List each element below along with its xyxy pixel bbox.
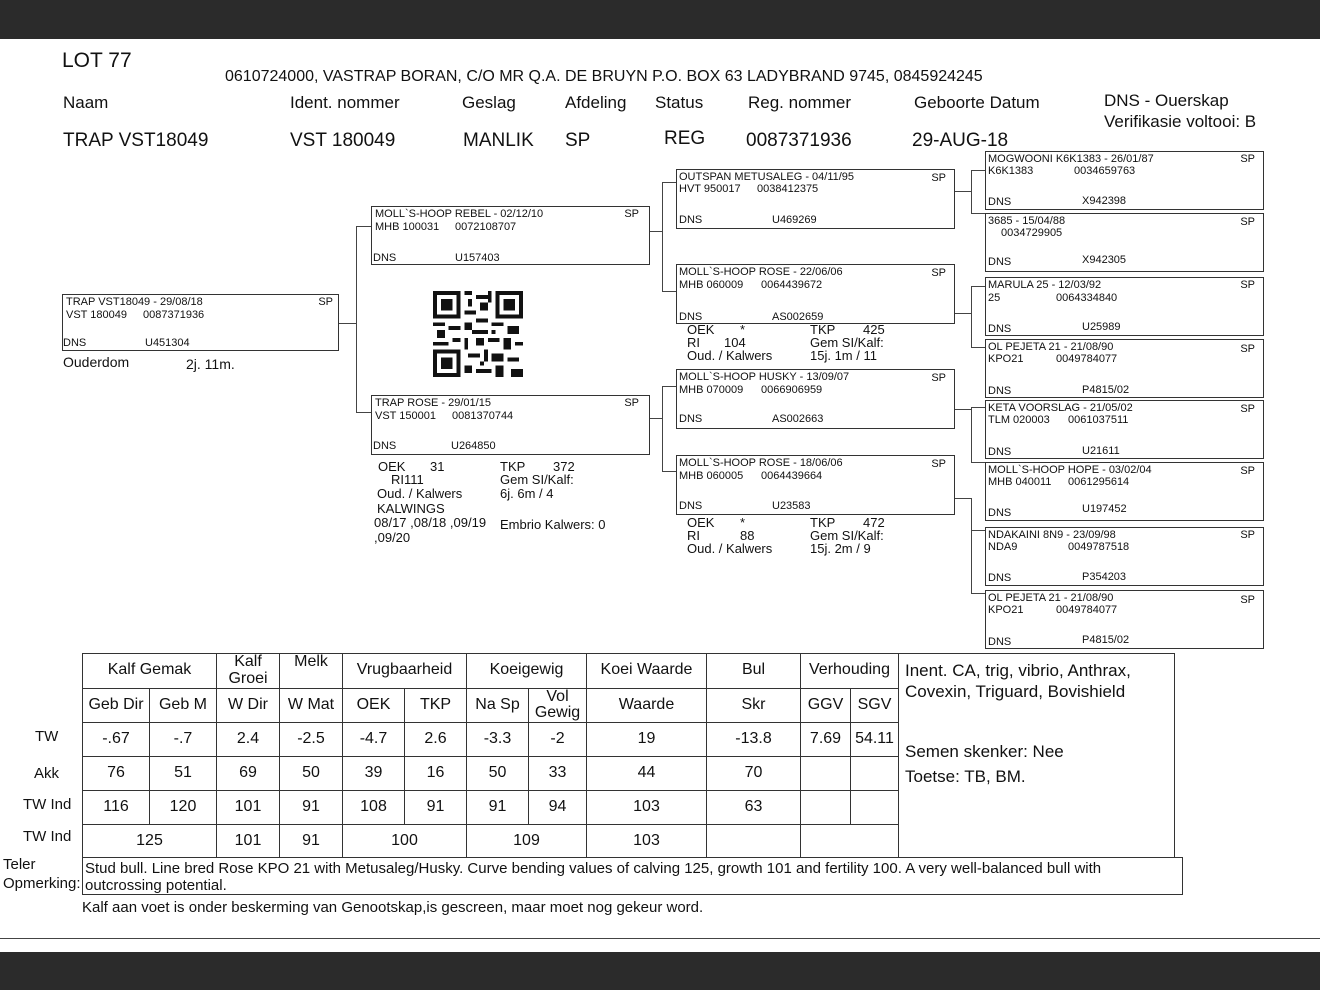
table-cell: 108 — [343, 791, 405, 825]
table-cell: 91 — [467, 791, 529, 825]
pedigree-field: MARULA 25 - 12/03/92 — [988, 279, 1102, 291]
gp4-tkp-label: TKP — [810, 515, 836, 530]
table-cell: Geb M — [150, 688, 217, 723]
table-cell: 2.4 — [217, 723, 280, 757]
table-cell: 44 — [587, 757, 707, 791]
dam-box — [371, 395, 650, 455]
gp2-ri-label: RI — [687, 335, 700, 350]
gp2-tkp-label: TKP — [810, 322, 836, 337]
table-cell: TKP — [405, 688, 467, 723]
table-cell: 33 — [529, 757, 587, 791]
connector-line — [649, 418, 662, 419]
pedigree-field: P354203 — [1082, 571, 1127, 583]
pedigree-field: MHB 040011 — [988, 476, 1052, 488]
pedigree-field: MOLL`S-HOOP ROSE - 18/06/06 — [679, 457, 843, 469]
table-cell: Skr — [707, 688, 801, 723]
sire-box — [371, 206, 650, 265]
table-cell: 2.6 — [405, 723, 467, 757]
table-cell: 101 — [217, 825, 280, 859]
remarks-label-opmerking: Opmerking: — [3, 875, 81, 892]
table-cell: SGV — [851, 688, 899, 723]
connector-line — [356, 412, 371, 413]
pedigree-field: U469269 — [772, 214, 817, 226]
connector-line — [356, 226, 357, 412]
table-cell: 91 — [280, 791, 343, 825]
table-cell: 19 — [587, 723, 707, 757]
dam-ri: 111 — [404, 472, 424, 487]
remarks-label-teler: Teler — [3, 856, 36, 873]
connector-line — [662, 386, 663, 472]
pedigree-field: U23583 — [772, 500, 811, 512]
dns-verifikasie: Verifikasie voltooi: B — [1104, 112, 1257, 131]
row-label-tw-ind: TW Ind — [23, 796, 72, 813]
bottom-bar — [0, 952, 1320, 990]
top-bar — [0, 0, 1320, 39]
label-geboorte: Geboorte Datum — [914, 93, 1040, 112]
gp4-oek: * — [740, 515, 746, 530]
pedigree-field: MHB 060009 — [679, 279, 744, 291]
table-cell: 50 — [280, 757, 343, 791]
subject-box — [62, 294, 339, 351]
age-value: 2j. 11m. — [186, 356, 235, 372]
table-cell: 103 — [587, 791, 707, 825]
pedigree-field: U197452 — [1082, 503, 1127, 515]
notes-toetse: Toetse: TB, BM. — [905, 766, 1026, 786]
pedigree-field: AS002663 — [772, 413, 824, 425]
pedigree-field: MOLL`S-HOOP HUSKY - 13/09/07 — [679, 371, 850, 383]
lot-number: LOT 77 — [62, 49, 132, 72]
table-cell: -4.7 — [343, 723, 405, 757]
table-cell: -.7 — [150, 723, 217, 757]
pedigree-field: DNS — [988, 385, 1012, 397]
table-cell: 50 — [467, 757, 529, 791]
label-afdeling: Afdeling — [565, 93, 627, 112]
qr-code-icon — [432, 291, 524, 377]
dam-reg: 0081370744 — [452, 410, 514, 422]
pedigree-field: DNS — [988, 507, 1012, 519]
seller-line: 0610724000, VASTRAP BORAN, C/O MR Q.A. DE BRUYN P.O. BOX 63 LADYBRAND 9745, 0845924245 — [225, 68, 983, 85]
group-kalf-gemak: Kalf Gemak — [83, 654, 217, 689]
connector-line — [971, 593, 985, 594]
pedigree-field: MHB 070009 — [679, 384, 744, 396]
ggp-box — [985, 527, 1264, 586]
dam-oud-label: Oud. / Kalwers — [377, 486, 463, 501]
sire-reg: 0072108707 — [455, 221, 517, 233]
dam-title: TRAP ROSE - 29/01/15 — [375, 397, 491, 409]
pedigree-field: KPO21 — [988, 353, 1024, 365]
table-cell — [801, 791, 851, 825]
gp2-oud-label: Oud. / Kalwers — [687, 348, 773, 363]
gp-box — [676, 264, 955, 324]
gp-box — [676, 455, 955, 515]
table-cell: 16 — [405, 757, 467, 791]
label-geslag: Geslag — [462, 93, 516, 112]
bottom-rule — [0, 938, 1320, 939]
group-koeigewig: Koeigewig — [467, 654, 587, 689]
group-vrugbaarheid: Vrugbaarheid — [343, 654, 467, 689]
pedigree-field: 0038412375 — [757, 183, 819, 195]
gp4-tkp: 472 — [863, 515, 885, 530]
value-afdeling: SP — [565, 130, 591, 151]
connector-line — [971, 530, 985, 531]
value-reg: 0087371936 — [746, 130, 852, 151]
pedigree-field: OL PEJETA 21 - 21/08/90 — [988, 341, 1114, 353]
group-melk: Melk — [280, 654, 343, 689]
pedigree-field: 0066906959 — [761, 384, 823, 396]
table-cell — [851, 757, 899, 791]
pedigree-field: OUTSPAN METUSALEG - 04/11/95 — [679, 171, 855, 183]
pedigree-field: SP — [1240, 279, 1255, 291]
ggp-box — [985, 590, 1264, 649]
value-geboorte: 29-AUG-18 — [912, 130, 1009, 151]
table-cell: W Dir — [217, 688, 280, 723]
table-cell — [801, 757, 851, 791]
pedigree-field: DNS — [988, 636, 1012, 648]
sire-sp: SP — [624, 208, 639, 220]
connector-line — [662, 386, 676, 387]
gp2-oek: * — [740, 322, 746, 337]
gp4-oud: 15j. 2m / 9 — [810, 541, 871, 556]
pedigree-field: DNS — [679, 500, 703, 512]
gp2-gem-label: Gem SI/Kalf: — [810, 335, 884, 350]
table-cell: -2.5 — [280, 723, 343, 757]
dam-oek: 31 — [430, 459, 445, 474]
table-cell: 91 — [405, 791, 467, 825]
connector-line — [971, 462, 985, 463]
pedigree-field: P4815/02 — [1082, 384, 1130, 396]
pedigree-field: MOLL`S-HOOP HOPE - 03/02/04 — [988, 464, 1152, 476]
dam-oek-label: OEK — [378, 459, 406, 474]
dam-kalwings-2: ,09/20 — [374, 530, 411, 545]
connector-line — [971, 407, 985, 408]
connector-line — [955, 498, 971, 499]
dam-embrio: Embrio Kalwers: 0 — [500, 517, 606, 532]
group-kalf-groei: Kalf Groei — [217, 654, 280, 689]
pedigree-field: 0064334840 — [1056, 292, 1118, 304]
table-cell: 116 — [83, 791, 150, 825]
pedigree-field: SP — [1240, 216, 1255, 228]
dam-kalwings-1: 08/17 ,08/18 ,09/19 — [374, 515, 487, 530]
table-cell: Vol Gewig — [529, 688, 587, 723]
pedigree-field: DNS — [988, 572, 1012, 584]
connector-line — [971, 498, 972, 594]
pedigree-field: OL PEJETA 21 - 21/08/90 — [988, 592, 1114, 604]
row-label-tw-ind-2: TW Ind — [23, 828, 72, 845]
ggp-box — [985, 151, 1264, 210]
subject-reg: 0087371936 — [143, 309, 205, 321]
table-cell — [707, 825, 801, 859]
notes-semen: Semen skenker: Nee — [905, 741, 1064, 761]
label-status: Status — [655, 93, 704, 112]
pedigree-field: SP — [1240, 153, 1255, 165]
sire-title: MOLL`S-HOOP REBEL - 02/12/10 — [375, 208, 544, 220]
dam-id: VST 150001 — [375, 410, 436, 422]
table-cell: -.67 — [83, 723, 150, 757]
dam-dnscode: U264850 — [451, 440, 496, 452]
notes-inent: Inent. CA, trig, vibrio, Anthrax, Covexin, Triguard, Bovishield — [905, 661, 1131, 702]
pedigree-field: 0049787518 — [1068, 541, 1130, 553]
table-cell: 103 — [587, 825, 707, 859]
table-cell: 100 — [343, 825, 467, 859]
pedigree-field: 0064439672 — [761, 279, 823, 291]
dam-gem-label: Gem SI/Kalf: — [500, 472, 574, 487]
subject-dns: DNS — [63, 337, 87, 349]
pedigree-field: HVT 950017 — [679, 183, 741, 195]
subject-dnscode: U451304 — [145, 337, 190, 349]
table-cell: 76 — [83, 757, 150, 791]
connector-line — [662, 182, 663, 292]
pedigree-field: 0034729905 — [1001, 227, 1063, 239]
table-cell: 91 — [280, 825, 343, 859]
table-cell: -3.3 — [467, 723, 529, 757]
gp4-ri-label: RI — [687, 528, 700, 543]
pedigree-field: SP — [1240, 403, 1255, 415]
connector-line — [971, 286, 972, 348]
row-label-tw: TW — [35, 728, 59, 745]
pedigree-field: 0034659763 — [1074, 165, 1136, 177]
table-cell: 120 — [150, 791, 217, 825]
ggp-box — [985, 462, 1264, 521]
connector-line — [339, 323, 356, 324]
table-cell — [851, 791, 899, 825]
connector-line — [662, 182, 676, 183]
group-bul: Bul — [707, 654, 801, 689]
dam-sp: SP — [624, 397, 639, 409]
connector-line — [971, 213, 985, 214]
pedigree-field: SP — [931, 458, 946, 470]
connector-line — [955, 191, 971, 192]
table-cell: Na Sp — [467, 688, 529, 723]
dam-dns: DNS — [373, 440, 397, 452]
group-verhouding: Verhouding — [801, 654, 899, 689]
table-cell: 125 — [83, 825, 217, 859]
table-cell: 70 — [707, 757, 801, 791]
subject-id: VST 180049 — [66, 309, 127, 321]
pedigree-field: SP — [931, 372, 946, 384]
dam-oud: 6j. 6m / 4 — [500, 486, 554, 501]
connector-line — [971, 170, 972, 214]
pedigree-field: NDA9 — [988, 541, 1018, 553]
value-naam: TRAP VST18049 — [63, 130, 209, 151]
pedigree-field: U21611 — [1082, 445, 1120, 457]
pedigree-field: DNS — [988, 196, 1012, 208]
dam-tkp: 372 — [553, 459, 575, 474]
table-cell: 109 — [467, 825, 587, 859]
sire-dnscode: U157403 — [455, 252, 500, 264]
breeding-values-table — [82, 653, 1175, 859]
subject-title: TRAP VST18049 - 29/08/18 — [66, 296, 203, 308]
remarks-text: Stud bull. Line bred Rose KPO 21 with Metusaleg/Husky. Curve bending values of calving 125, growth 101 and fertility 100. A very well-balanced bull with outcrossing potential. — [85, 860, 1102, 894]
pedigree-field: 0061295614 — [1068, 476, 1130, 488]
pedigree-field: TLM 020003 — [988, 414, 1050, 426]
notes-cell — [899, 654, 1175, 859]
subject-sp: SP — [318, 296, 333, 308]
pedigree-field: X942398 — [1082, 195, 1127, 207]
remarks-box — [82, 857, 1183, 895]
connector-line — [971, 286, 985, 287]
connector-line — [955, 313, 971, 314]
connector-line — [971, 407, 972, 463]
gp2-oud: 15j. 1m / 11 — [810, 348, 877, 363]
connector-line — [971, 170, 985, 171]
table-cell: 94 — [529, 791, 587, 825]
table-cell: -2 — [529, 723, 587, 757]
connector-line — [971, 347, 985, 348]
pedigree-field: MHB 060005 — [679, 470, 744, 482]
pedigree-field: KPO21 — [988, 604, 1024, 616]
pedigree-field: MOGWOONI K6K1383 - 26/01/87 — [988, 153, 1154, 165]
label-naam: Naam — [63, 93, 109, 112]
label-ident: Ident. nommer — [290, 93, 400, 112]
gp4-gem-label: Gem SI/Kalf: — [810, 528, 884, 543]
pedigree-field: DNS — [988, 446, 1012, 458]
table-cell: GGV — [801, 688, 851, 723]
dam-kalwings-label: KALWINGS — [377, 501, 445, 516]
pedigree-field: SP — [931, 267, 946, 279]
connector-line — [649, 231, 662, 232]
connector-line — [356, 226, 371, 227]
table-cell: 63 — [707, 791, 801, 825]
ggp-box — [985, 277, 1264, 336]
value-status: REG — [664, 128, 706, 149]
pedigree-field: NDAKAINI 8N9 - 23/09/98 — [988, 529, 1116, 541]
pedigree-field: DNS — [988, 256, 1012, 268]
label-reg: Reg. nommer — [748, 93, 851, 112]
pedigree-field: 3685 - 15/04/88 — [988, 215, 1066, 227]
table-cell: OEK — [343, 688, 405, 723]
pedigree-field: SP — [1240, 465, 1255, 477]
table-cell: Waarde — [587, 688, 707, 723]
row-label-akk: Akk — [34, 765, 60, 782]
table-cell: 39 — [343, 757, 405, 791]
table-cell — [801, 825, 899, 859]
table-cell: 51 — [150, 757, 217, 791]
gp-box — [676, 369, 955, 429]
pedigree-field: U25989 — [1082, 321, 1121, 333]
sire-dns: DNS — [373, 252, 397, 264]
gp4-oud-label: Oud. / Kalwers — [687, 541, 773, 556]
age-label: Ouderdom — [63, 354, 130, 370]
footer-note: Kalf aan voet is onder beskerming van Genootskap,is gescreen, maar moet nog gekeur word. — [82, 899, 704, 916]
pedigree-field: DNS — [679, 413, 703, 425]
ggp-box — [985, 339, 1264, 398]
table-cell: 69 — [217, 757, 280, 791]
gp-box — [676, 169, 955, 229]
connector-line — [955, 409, 971, 410]
value-geslag: MANLIK — [463, 130, 534, 151]
pedigree-field: K6K1383 — [988, 165, 1034, 177]
pedigree-field: DNS — [679, 214, 703, 226]
pedigree-field: MOLL`S-HOOP ROSE - 22/06/06 — [679, 266, 843, 278]
pedigree-field: P4815/02 — [1082, 634, 1130, 646]
gp2-ri: 104 — [724, 335, 746, 350]
dam-ri-label: RI — [391, 472, 404, 487]
pedigree-field: AS002659 — [772, 311, 824, 323]
pedigree-field: SP — [1240, 529, 1255, 541]
pedigree-field: DNS — [988, 323, 1012, 335]
pedigree-field: 0049784077 — [1056, 604, 1118, 616]
table-cell: -13.8 — [707, 723, 801, 757]
ggp-box — [985, 213, 1264, 272]
pedigree-field: SP — [931, 172, 946, 184]
pedigree-field: 25 — [988, 292, 1001, 304]
gp4-oek-label: OEK — [687, 515, 715, 530]
pedigree-field: 0064439664 — [761, 470, 823, 482]
dns-ouerskap: DNS - Ouerskap — [1104, 91, 1229, 110]
pedigree-field: SP — [1240, 343, 1255, 355]
connector-line — [662, 291, 676, 292]
gp2-tkp: 425 — [863, 322, 885, 337]
value-ident: VST 180049 — [290, 130, 396, 151]
group-koei-waarde: Koei Waarde — [587, 654, 707, 689]
pedigree-field: DNS — [679, 311, 703, 323]
gp2-oek-label: OEK — [687, 322, 715, 337]
pedigree-field: KETA VOORSLAG - 21/05/02 — [988, 402, 1133, 414]
dam-tkp-label: TKP — [500, 459, 526, 474]
table-cell: W Mat — [280, 688, 343, 723]
connector-line — [662, 471, 676, 472]
table-cell: 54.11 — [851, 723, 899, 757]
pedigree-field: X942305 — [1082, 254, 1127, 266]
ggp-box — [985, 400, 1264, 459]
pedigree-field: 0049784077 — [1056, 353, 1118, 365]
table-cell: 101 — [217, 791, 280, 825]
gp4-ri: 88 — [740, 528, 755, 543]
table-cell: 7.69 — [801, 723, 851, 757]
sire-id: MHB 100031 — [375, 221, 440, 233]
pedigree-field: 0061037511 — [1068, 414, 1129, 426]
pedigree-field: SP — [1240, 594, 1255, 606]
table-cell: Geb Dir — [83, 688, 150, 723]
